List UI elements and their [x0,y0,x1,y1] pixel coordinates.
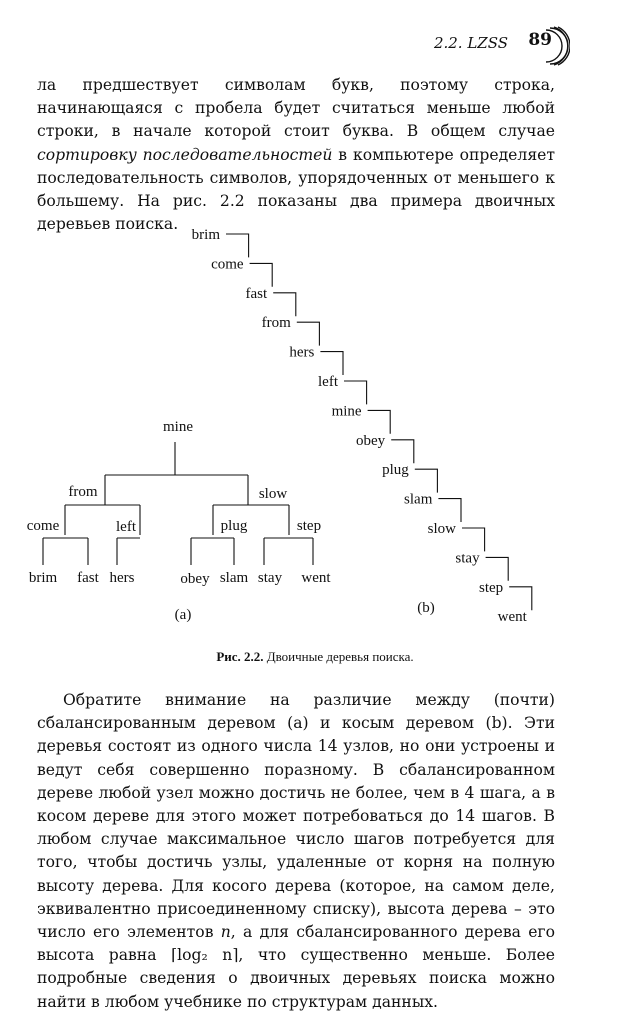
tree-b-edge [391,440,414,463]
tree-b-node: fast [245,285,268,302]
paragraph-discussion-middle: , а для сбалансированного дерева его высота равна [37,923,555,965]
tree-a-leaf: stay [257,570,283,586]
tree-b-edge [320,352,343,375]
tree-b-node: slam [404,491,433,508]
tree-b-node: slow [427,521,456,537]
tree-b-node: come [211,256,244,273]
tree-b-edge [368,410,391,433]
paragraph-discussion-end: , что существенно меньше. Более подробные сведения о двоичных деревьях поиска можно найти в любом учебнике по структурам данных. [37,946,556,1011]
figure-caption [0,649,630,665]
tree-a-leaf: hers [109,570,135,586]
tree-b-node: left [318,374,338,390]
tree-b-edge [250,263,273,286]
paragraph-intro-end: в компьютере определяет последовательность символов, упорядоченных от меньшего к большему. На рис. 2.2 показаны два примера двоичных деревьев поиска. [37,145,556,234]
tree-a-leaf: brim [28,570,58,586]
tree-b-edge [438,499,461,522]
tree-b-node: went [497,609,527,626]
tree-b-edge [226,234,249,257]
tree-b-edge [509,587,532,610]
tree-b-edge [486,557,509,580]
tree-b-node: stay [455,550,480,567]
tree-a-leaf: went [301,570,331,586]
tree-b-edge [462,528,485,551]
tree-a-leaf: fast [77,570,99,586]
tree-b-edge [344,381,367,404]
tree-a-node: left [116,519,136,535]
tree-b-label: (b) [417,600,435,616]
tree-b-edge [297,322,320,345]
tree-a-node: from [68,484,98,500]
tree-a-node: come [26,518,60,534]
tree-b-node: obey [356,432,386,449]
tree-b-node: from [261,315,291,332]
tree-a-label: (a) [174,607,192,623]
paragraph-intro-start: ла предшествует символам букв, поэтому строка, начинающаяся с пробела будет считаться меньше любой строки, в начале которой стоит буква. В общем случае [37,76,555,141]
figure-caption-label: Рис. 2.2. [216,649,264,664]
tree-a-edges [43,442,313,565]
tree-a-node: slow [258,486,288,502]
tree-a-leaf: slam [219,570,249,586]
log-formula: ⌈log₂ n⌉ [171,946,239,965]
variable-n: n [220,923,231,942]
tree-b-edge [415,469,438,492]
paragraph-discussion [37,689,555,1014]
tree-b-node: plug [382,462,409,479]
tree-a-node: step [296,518,322,534]
tree-b-node: brim [191,227,220,243]
tree-b [192,227,532,625]
page-number: 89 [528,30,552,50]
paragraph-intro-emphasis: сортировку последовательностей [37,145,333,164]
tree-b-node: step [479,579,504,596]
paragraph-discussion-start: Обратите внимание на различие между (почти) сбалансированным деревом (a) и косым деревом (b). Эти деревья состоят из одного числа 14 узлов, но они устроены и ведут себя совершенно поразному. В сбалансированном дереве любой узел можно достичь не более, чем в 4 шага, а в косом дереве для этого может потребоваться до 14 шагов. В любом случае максимальное число шагов потребуется для того, чтобы достичь узлы, удаленные от корня на полную высоту дерева. Для косого дерева (которое, на самом деле, эквивалентно присоединенному списку), высота дерева – это число его элементов [37,691,555,942]
tree-a-leaf: obey [180,571,210,587]
tree-a-node: plug [220,518,248,534]
tree-b-node: mine [331,403,362,420]
tree-a-labels [27,419,332,623]
tree-a-node-root: mine [163,419,193,435]
figure-caption-text: Двоичные деревья поиска. [266,649,414,664]
tree-b-edge [273,293,296,316]
tree-b-node: hers [289,344,315,361]
section-title: 2.2. LZSS [433,34,508,52]
